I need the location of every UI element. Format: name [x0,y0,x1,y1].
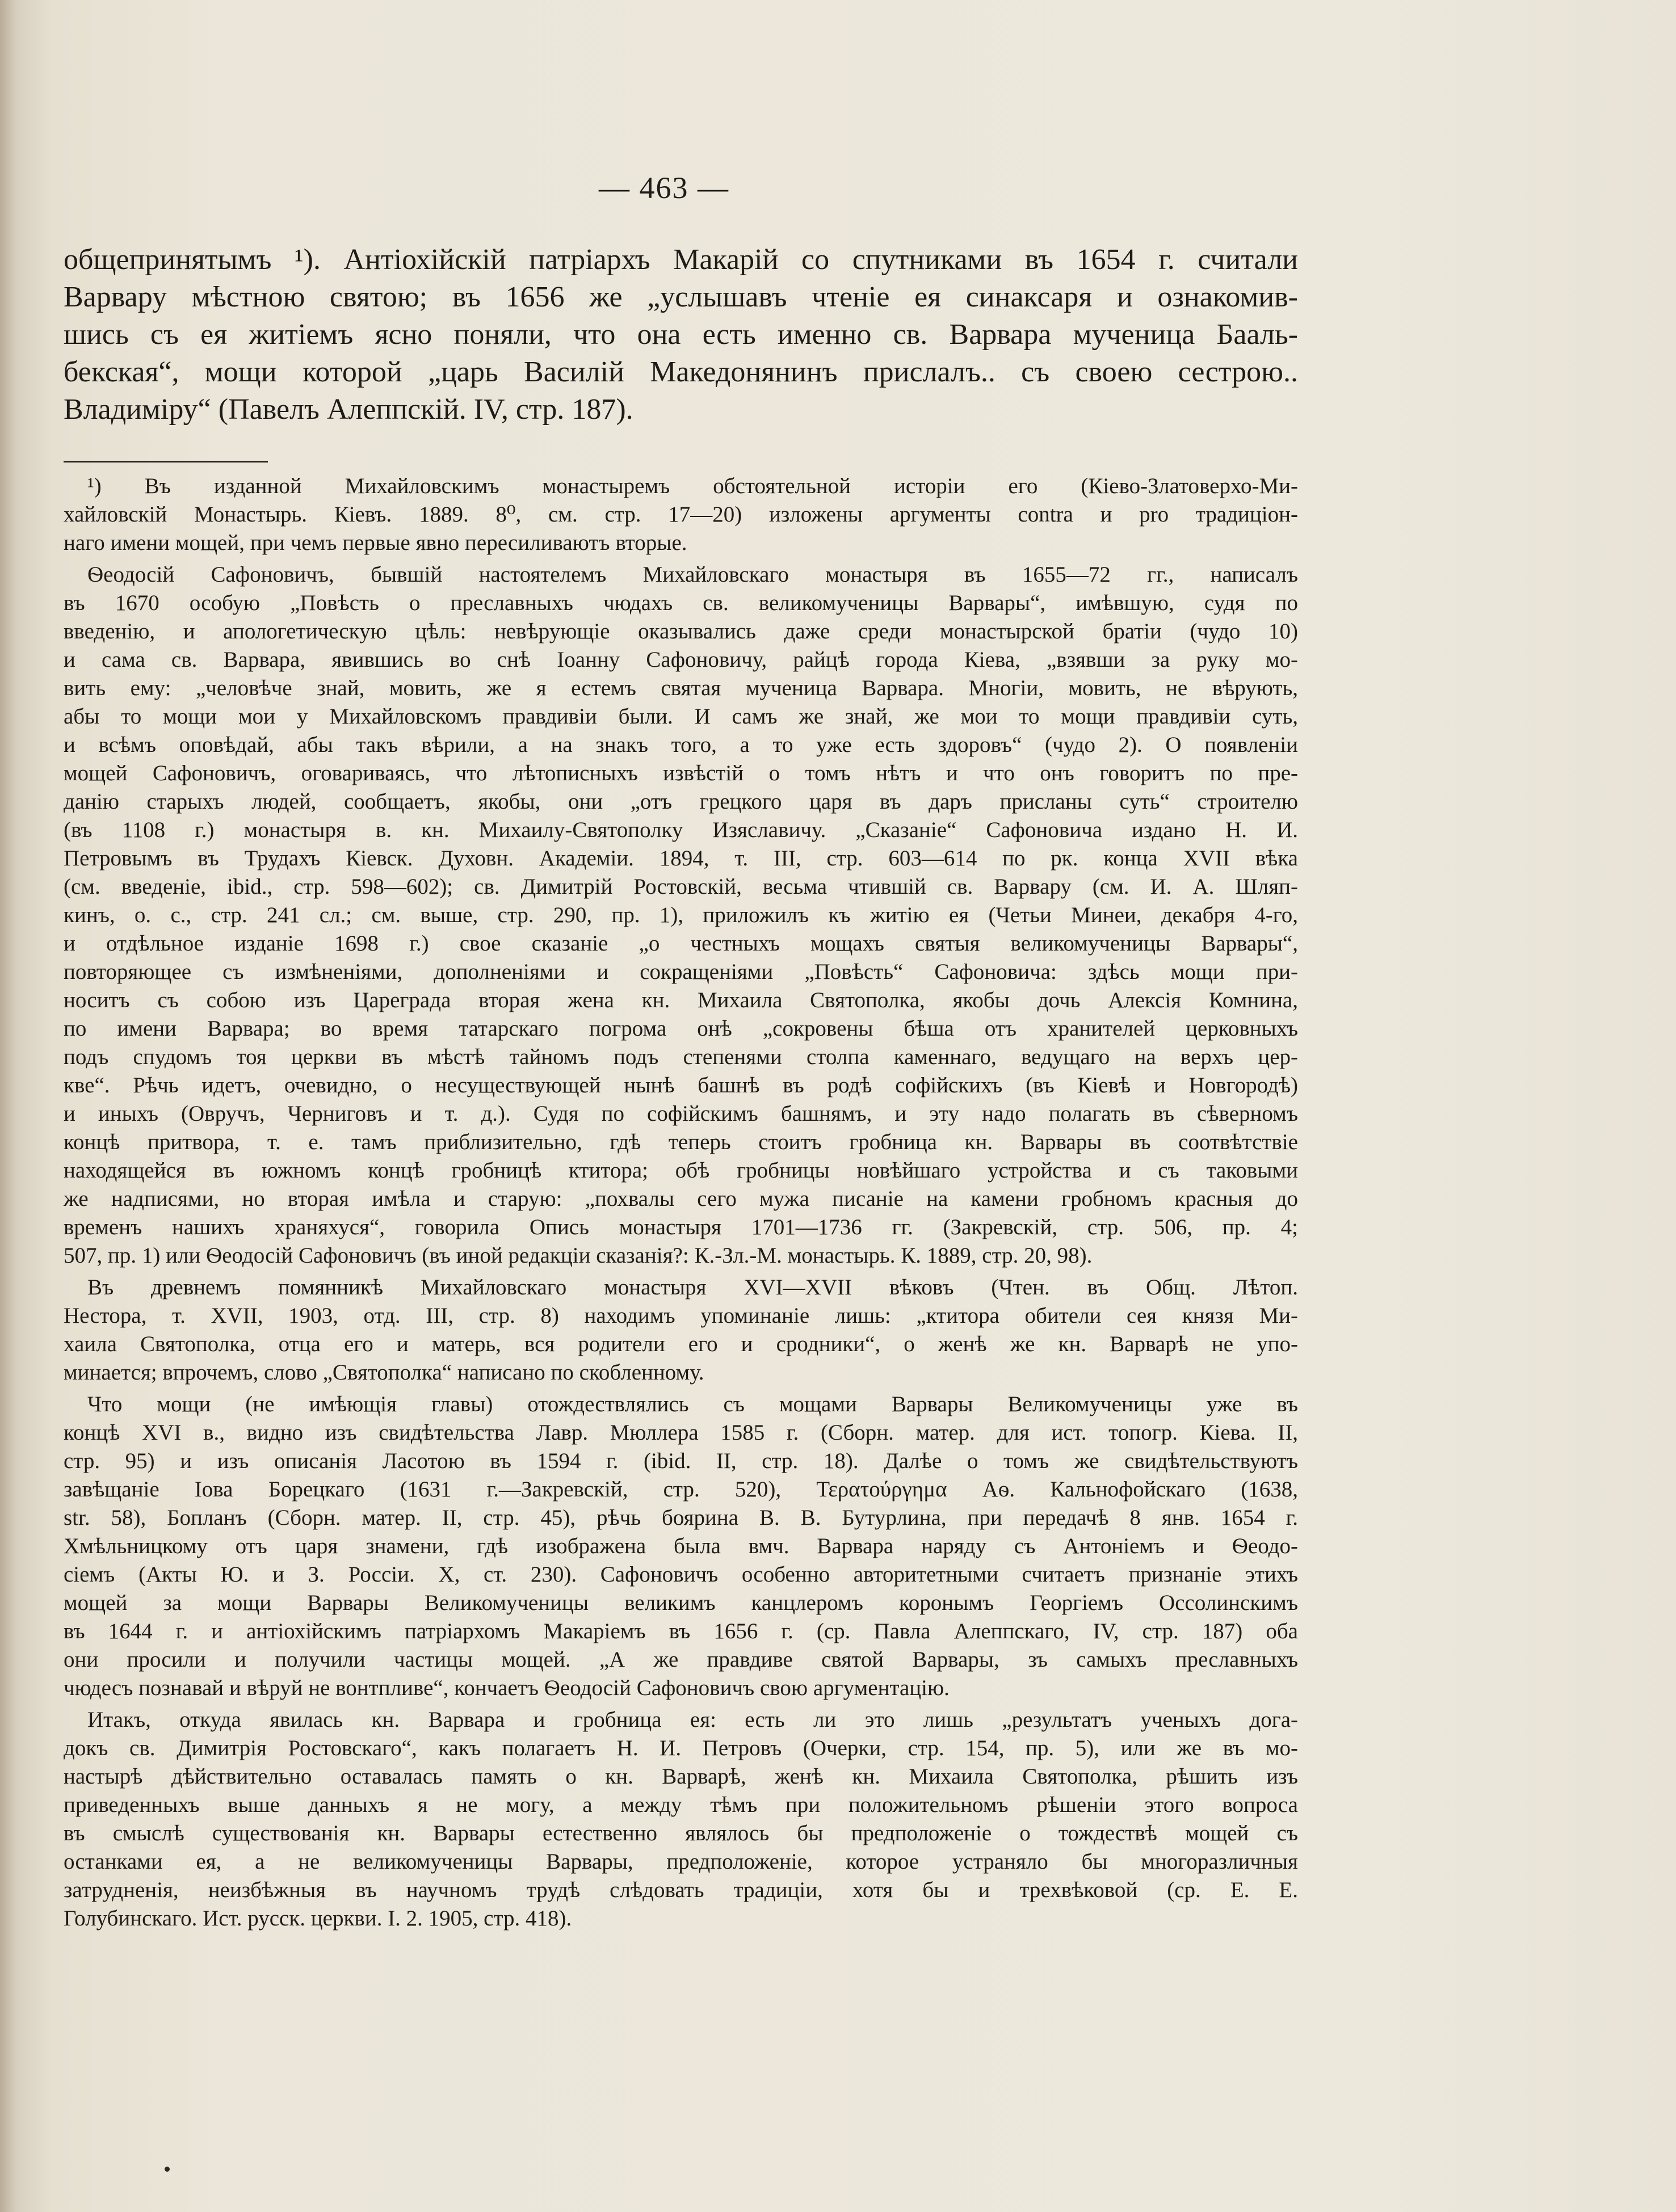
main-text-line: шись съ ея житіемъ ясно поняли, что она есть именно св. Варвара мученица Бааль- [64,318,1298,351]
footnote-line: мощей за мощи Варвары Великомученицы великимъ канцлеромъ коронымъ Георгіемъ Оссолинскимъ [64,1591,1298,1615]
footnote-line: они просили и получили частицы мощей. „А же правдиве святой Варвары, зъ самыхъ преславныхъ [64,1647,1298,1672]
main-text-line: общепринятымъ ¹). Антіохійскій патріархъ Макарій со спутниками въ 1654 г. считали [64,243,1298,276]
footnote-line: и сама св. Варвара, явившись во снѣ Іоанну Сафоновичу, райцѣ города Кіева, „взявши за руку мо- [64,647,1298,672]
footnote-line: повторяющее съ измѣненіями, дополненіями и сокращеніями „Повѣсть“ Сафоновича: здѣсь мощи при- [64,960,1298,984]
footnote-line: находящейся въ южномъ концѣ гробницѣ ктитора; обѣ гробницы новѣйшаго устройства и съ таковыми [64,1158,1298,1183]
footnote-line: Ѳеодосій Сафоновичъ, бывшій настоятелемъ Михайловскаго монастыря въ 1655—72 гг., написалъ [87,562,1298,587]
main-text-line: Варвару мѣстною святою; въ 1656 же „услышавъ чтеніе ея синаксаря и ознакомив- [64,281,1298,313]
footnote-line: Что мощи (не имѣющія главы) отождествлялись съ мощами Варвары Великомученицы уже въ [87,1392,1298,1416]
footnote-line: данію старыхъ людей, сообщаетъ, якобы, они „отъ грецкого царя въ даръ присланы суть“ строителю [64,789,1298,814]
footnote-line: кве“. Рѣчь идетъ, очевидно, о несуществующей нынѣ башнѣ въ родѣ софійскихъ (въ Кіевѣ и Новгородѣ) [64,1073,1298,1097]
footnote-line: Нестора, т. XVII, 1903, отд. III, стр. 8) находимъ упоминаніе лишь: „ктитора обители сея князя Ми- [64,1303,1298,1328]
footnote-line: останками ея, а не великомученицы Варвары, предположеніе, которое устраняло бы многоразличныя [64,1849,1298,1874]
footnote-paragraph [64,1273,1298,1387]
main-text [64,241,1298,428]
footnote-line: стр. 95) и изъ описанія Ласотою въ 1594 г. (ibid. II, стр. 18). Далѣе о томъ же свидѣтельствуютъ [64,1449,1298,1473]
footnote-divider [64,461,268,462]
footnote-line: вить ему: „человѣче знай, мовить, же я естемъ святая мученица Варвара. Многіи, мовить, не вѣрують, [64,676,1298,700]
footnote-line: Голубинскаго. Ист. русск. церкви. I. 2. 1905, стр. 418). [64,1906,572,1931]
footnote-line: завѣщаніе Іова Борецкаго (1631 г.—Закревскій, стр. 520), Τερατούργημα Аѳ. Кальнофойскаго (1638, [64,1477,1298,1502]
footnote-line: str. 58), Бопланъ (Сборн. матер. II, стр. 45), рѣчь боярина В. В. Бутурлина, при передачѣ 8 янв. 1654 г. [64,1505,1298,1530]
footnote-line: кинъ, о. с., стр. 241 сл.; см. выше, стр. 290, пр. 1), приложилъ къ житію ея (Четьи Минеи, декабря 4-го, [64,903,1298,927]
footnote-line: наго имени мощей, при чемъ первые явно пересиливаютъ вторые. [64,531,687,555]
footnote-line: абы то мощи мои у Михайловскомъ правдивіи были. И самъ же знай, же мои то мощи правдивіи суть, [64,704,1298,729]
footnote-line: Въ древнемъ помянникѣ Михайловскаго монастыря XVI—XVII вѣковъ (Чтен. въ Общ. Лѣтоп. [87,1275,1298,1300]
footnote-line: (въ 1108 г.) монастыря в. кн. Михаилу-Святополку Изяславичу. „Сказаніе“ Сафоновича издано Н. И. [64,818,1298,842]
footnote-line: концѣ XVI в., видно изъ свидѣтельства Лавр. Мюллера 1585 г. (Сборн. матер. для ист. топогр. Кіева. II, [64,1420,1298,1445]
footnote-line: Хмѣльницкому отъ царя знамени, гдѣ изображена была вмч. Варвара наряду съ Антоніемъ и Ѳеодо- [64,1534,1298,1558]
footnote-line: Итакъ, откуда явилась кн. Варвара и гробница ея: есть ли это лишь „результатъ ученыхъ дога- [87,1708,1298,1732]
footnote-paragraph [64,1390,1298,1702]
footnotes [64,472,1298,1936]
main-text-line: бекская“, мощи которой „царь Василій Македонянинъ прислалъ.. съ своею сестрою.. [64,356,1298,388]
footnote-line: и всѣмъ оповѣдай, абы такъ вѣрили, а на знакъ того, а то уже есть здоровъ“ (чудо 2). О появленіи [64,733,1298,757]
footnote-line: въ смыслѣ существованія кн. Варвары естественно являлось бы предположеніе о тождествѣ мощей съ [64,1821,1298,1845]
footnote-line: приведенныхъ выше данныхъ я не могу, а между тѣмъ при положительномъ рѣшеніи этого вопроса [64,1793,1298,1817]
page-number: — 463 — [599,171,729,205]
footnote-line: Петровымъ въ Трудахъ Кіевск. Духовн. Академіи. 1894, т. III, стр. 603—614 по рк. конца XVII вѣка [64,846,1298,870]
footnote-line: подъ спудомъ тоя церкви въ мѣстѣ тайномъ подъ степенями столпа каменнаго, ведущаго на верхъ цер- [64,1045,1298,1069]
footnote-line: минается; впрочемъ, слово „Святополка“ написано по скобленному. [64,1360,704,1385]
footnote-line: временъ нашихъ храняхуся“, говорила Опись монастыря 1701—1736 гг. (Закревскій, стр. 506, пр. 4; [64,1215,1298,1239]
footnote-line: хайловскій Монастырь. Кіевъ. 1889. 8⁰, см. стр. 17—20) изложены аргументы contra и pro традиціон- [64,502,1298,527]
footnote-line: и отдѣльное изданіе 1698 г.) свое сказаніе „о честныхъ мощахъ святыя великомученицы Варвары“, [64,931,1298,956]
footnote-paragraph [64,1706,1298,1933]
footnote-line: сіемъ (Акты Ю. и З. Россіи. X, ст. 230). Сафоновичъ особенно авторитетными считаетъ признаніе этихъ [64,1562,1298,1587]
footnote-line: затрудненія, неизбѣжныя въ научномъ трудѣ слѣдовать традиціи, хотя бы и трехвѣковой (ср. Е. Е. [64,1878,1298,1902]
footnote-line: мощей Сафоновичъ, оговариваясь, что лѣтописныхъ извѣстій о томъ нѣтъ и что онъ говоритъ по пре- [64,761,1298,785]
footnote-line: и иныхъ (Овручъ, Черниговъ и т. д.). Судя по софійскимъ башнямъ, и эту надо полагать въ сѣверномъ [64,1101,1298,1126]
footnote-line: въ 1644 г. и антіохійскимъ патріархомъ Макаріемъ въ 1656 г. (ср. Павла Алеппскаго, IV, стр. 187) оба [64,1619,1298,1643]
footnote-line: введенію, и апологетическую цѣль: невѣрующіе оказывались даже среди монастырской братіи (чудо 10) [64,619,1298,644]
footnote-line: (см. введеніе, ibid., стр. 598—602); св. Димитрій Ростовскій, весьма чтившій св. Варвару (см. И. А. Шляп- [64,874,1298,899]
ink-speck [165,2167,170,2172]
footnote-paragraph [64,561,1298,1270]
footnote-paragraph [64,472,1298,557]
footnote-line: въ 1670 особую „Повѣсть о преславныхъ чюдахъ св. великомученицы Варвары“, имѣвшую, судя по [64,591,1298,615]
footnote-line: по имени Варвара; во время татарскаго погрома онѣ „сокровены бѣша отъ хранителей церковныхъ [64,1016,1298,1041]
footnote-line: концѣ притвора, т. е. тамъ приблизительно, гдѣ теперь стоитъ гробница кн. Варвары въ соотвѣтствіе [64,1130,1298,1154]
footnote-line: носитъ съ собою изъ Цареграда вторая жена кн. Михаила Святополка, якобы дочь Алексія Комнина, [64,988,1298,1012]
main-text-line: Владиміру“ (Павелъ Алеппскій. IV, стр. 187). [64,393,633,426]
footnote-line: хаила Святополка, отца его и матерь, вся родители его и сродники“, о женѣ же кн. Варварѣ не упо- [64,1332,1298,1356]
footnote-line: 507, пр. 1) или Ѳеодосій Сафоновичъ (въ иной редакціи сказанія?: К.-Зл.-М. монастырь. К. 1889, стр. 20, 98). [64,1243,1093,1268]
footnote-line: же надписями, но вторая имѣла и старую: „похвалы сего мужа писаніе на камени гробномъ красныя до [64,1187,1298,1211]
footnote-line: докъ св. Димитрія Ростовскаго“, какъ полагаетъ Н. И. Петровъ (Очерки, стр. 154, пр. 5), или же въ мо- [64,1736,1298,1760]
footnote-line: ¹) Въ изданной Михайловскимъ монастыремъ обстоятельной исторіи его (Кіево-Златоверхо-Ми- [87,474,1298,498]
footnote-line: чюдесъ познавай и вѣруй не вонтпливе“, кончаетъ Ѳеодосій Сафоновичъ свою аргументацію. [64,1676,950,1700]
footnote-line: настырѣ дѣйствительно оставалась память о кн. Варварѣ, женѣ кн. Михаила Святополка, рѣшить изъ [64,1764,1298,1789]
